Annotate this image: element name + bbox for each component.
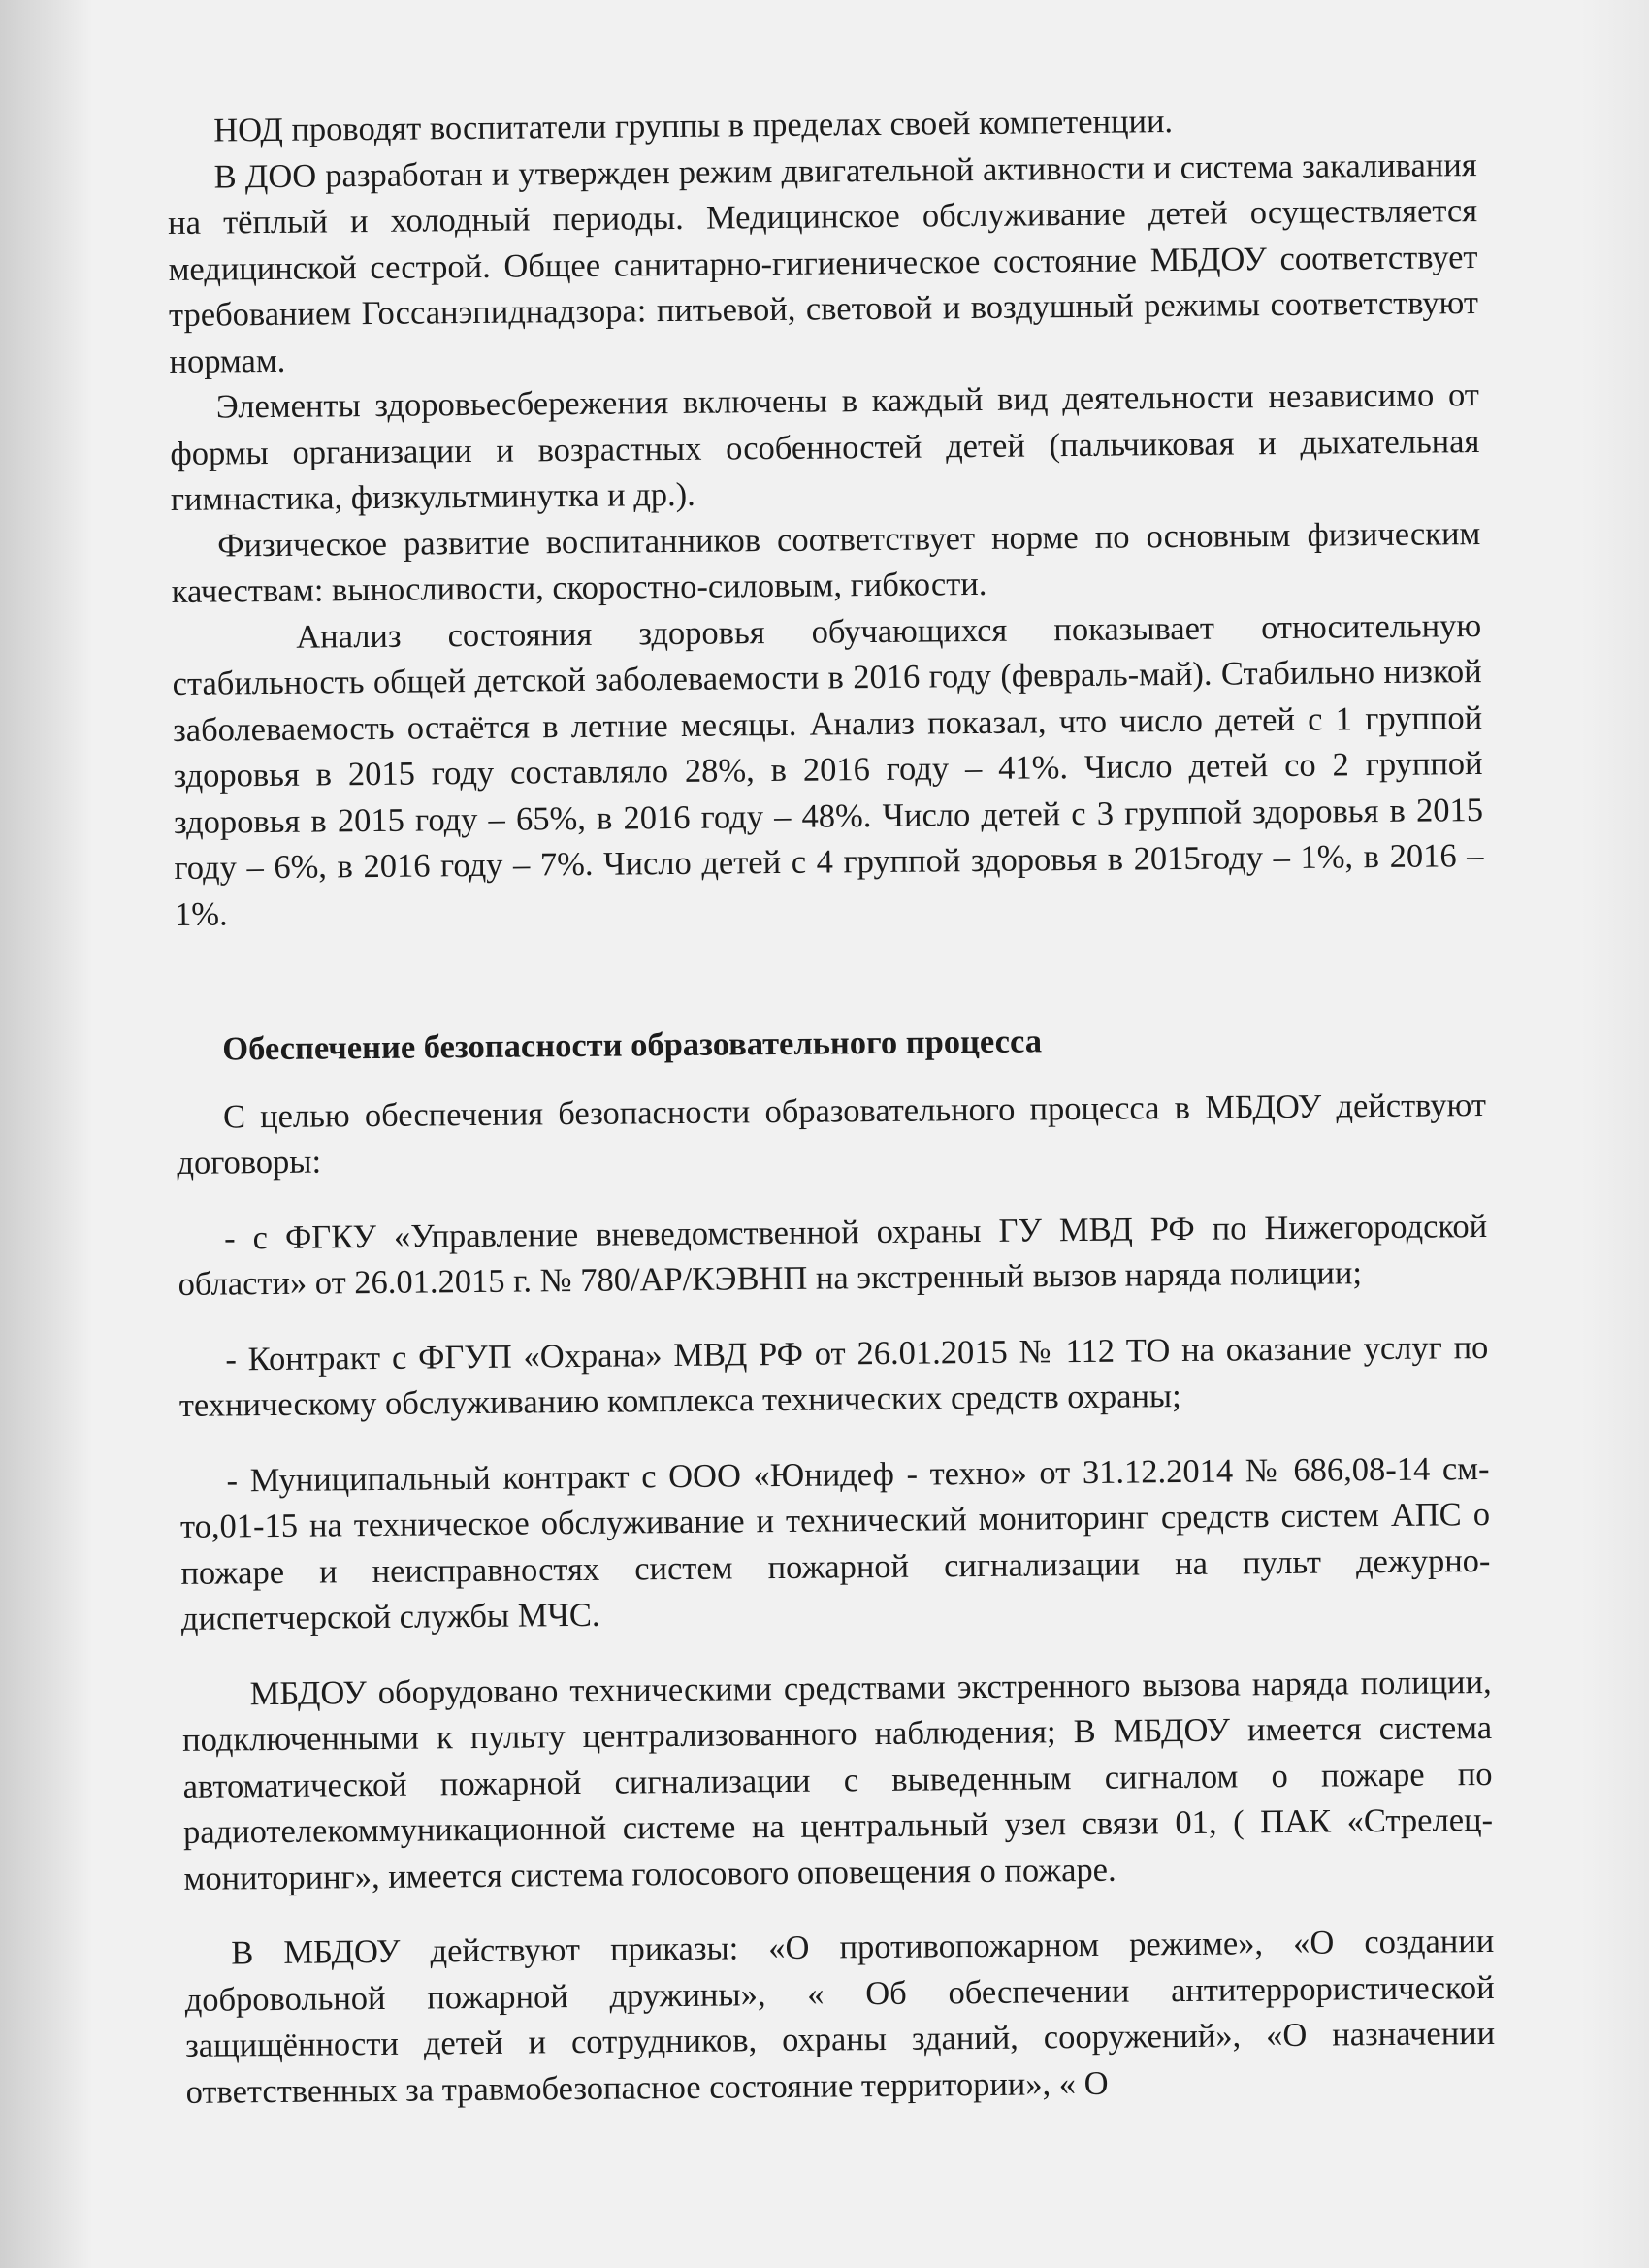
paragraph-contract-unidef: - Муниципальный контракт с ООО «Юнидеф - техно» от 31.12.2014 № 686,08-14 см-то,01-15 на техническое обслуживание и технический мониторинг средств систем АПС о пожаре и неисправностях систем пожарной сигнализации на пульт дежурно- диспетчерской службы МЧС. (179, 1449, 1491, 1637)
paragraph-equipment: МБДОУ оборудовано техническими средствами экстренного вызова наряда полиции, подключенными к пульту централизованного наблюдения; В МБДОУ имеется система автоматической пожарной сигнализации с выведенным сигналом о пожаре по радиотелекоммуникационной системе на центральный узел связи 01, ( ПАК «Стрелец- мониторинг», имеется система голосового оповещения о пожаре. (181, 1663, 1494, 1897)
document-page (167, 96, 1496, 2116)
paragraph-orders: В МБДОУ действуют приказы: «О противопожарном режиме», «О создании добровольной пожарной дружины», « Об обеспечении антитеррористической защищённости детей и сотрудников, охраны зданий, сооружений», «О назначении ответственных за травмобезопасное состояние территории», « О (184, 1922, 1496, 2111)
paragraph-health-saving: Элементы здоровьесбережения включены в каждый вид деятельности независимо от формы организации и возрастных особенностей детей (пальчиковая и дыхательная гимнастика, физкультминутка и др.). (170, 376, 1480, 518)
scan-shadow-left (0, 0, 92, 2268)
paragraph-motor-regime: В ДОО разработан и утвержден режим двигательной активности и система закаливания на тёплый и холодный периоды. Медицинское обслуживание детей осуществляется медицинской сестрой. Общее санитарно-гигиеническое состояние МБДОУ соответствует требованием Госсанэпиднадзора: питьевой, световой и воздушный режимы соответствуют нормам. (167, 146, 1479, 380)
paragraph-contract-okhrana: - Контракт с ФГУП «Охрана» МВД РФ от 26.01.2015 № 112 ТО на оказание услуг по техническому обслуживанию комплекса технических средств охраны; (178, 1328, 1489, 1424)
paragraph-physical-development: Физическое развитие воспитанников соответствует норме по основным физическим качествам: выносливости, скоростно-силовым, гибкости. (171, 514, 1481, 610)
paragraph-health-analysis: Анализ состояния здоровья обучающихся показывает относительную стабильность общей детской заболеваемости в 2016 году (февраль-май). Стабильно низкой заболеваемость остаётся в летние месяцы. Анализ показал, что число детей с 1 группой здоровья в 2015 году составляло 28%, в 2016 году – 41%. Число детей со 2 группой здоровья в 2015 году – 65%, в 2016 году – 48%. Число детей с 3 группой здоровья в 2015 году – 6%, в 2016 году – 7%. Число детей с 4 группой здоровья в 2015году – 1%, в 2016 – 1%. (172, 606, 1484, 933)
paragraph-contract-police: - с ФГКУ «Управление вневедомственной охраны ГУ МВД РФ по Нижегородской области» от 26.01.2015 г. № 780/АР/КЭВНП на экстренный вызов наряда полиции; (178, 1207, 1488, 1303)
scan-shadow-right (1581, 0, 1649, 2268)
paragraph-nod: НОД проводят воспитатели группы в пределах своей компетенции. (213, 103, 1174, 149)
section-heading: Обеспечение безопасности образовательного процесса (222, 1022, 1043, 1068)
paragraph-safety-intro: С целью обеспечения безопасности образовательного процесса в МБДОУ действуют договоры: (177, 1085, 1487, 1182)
